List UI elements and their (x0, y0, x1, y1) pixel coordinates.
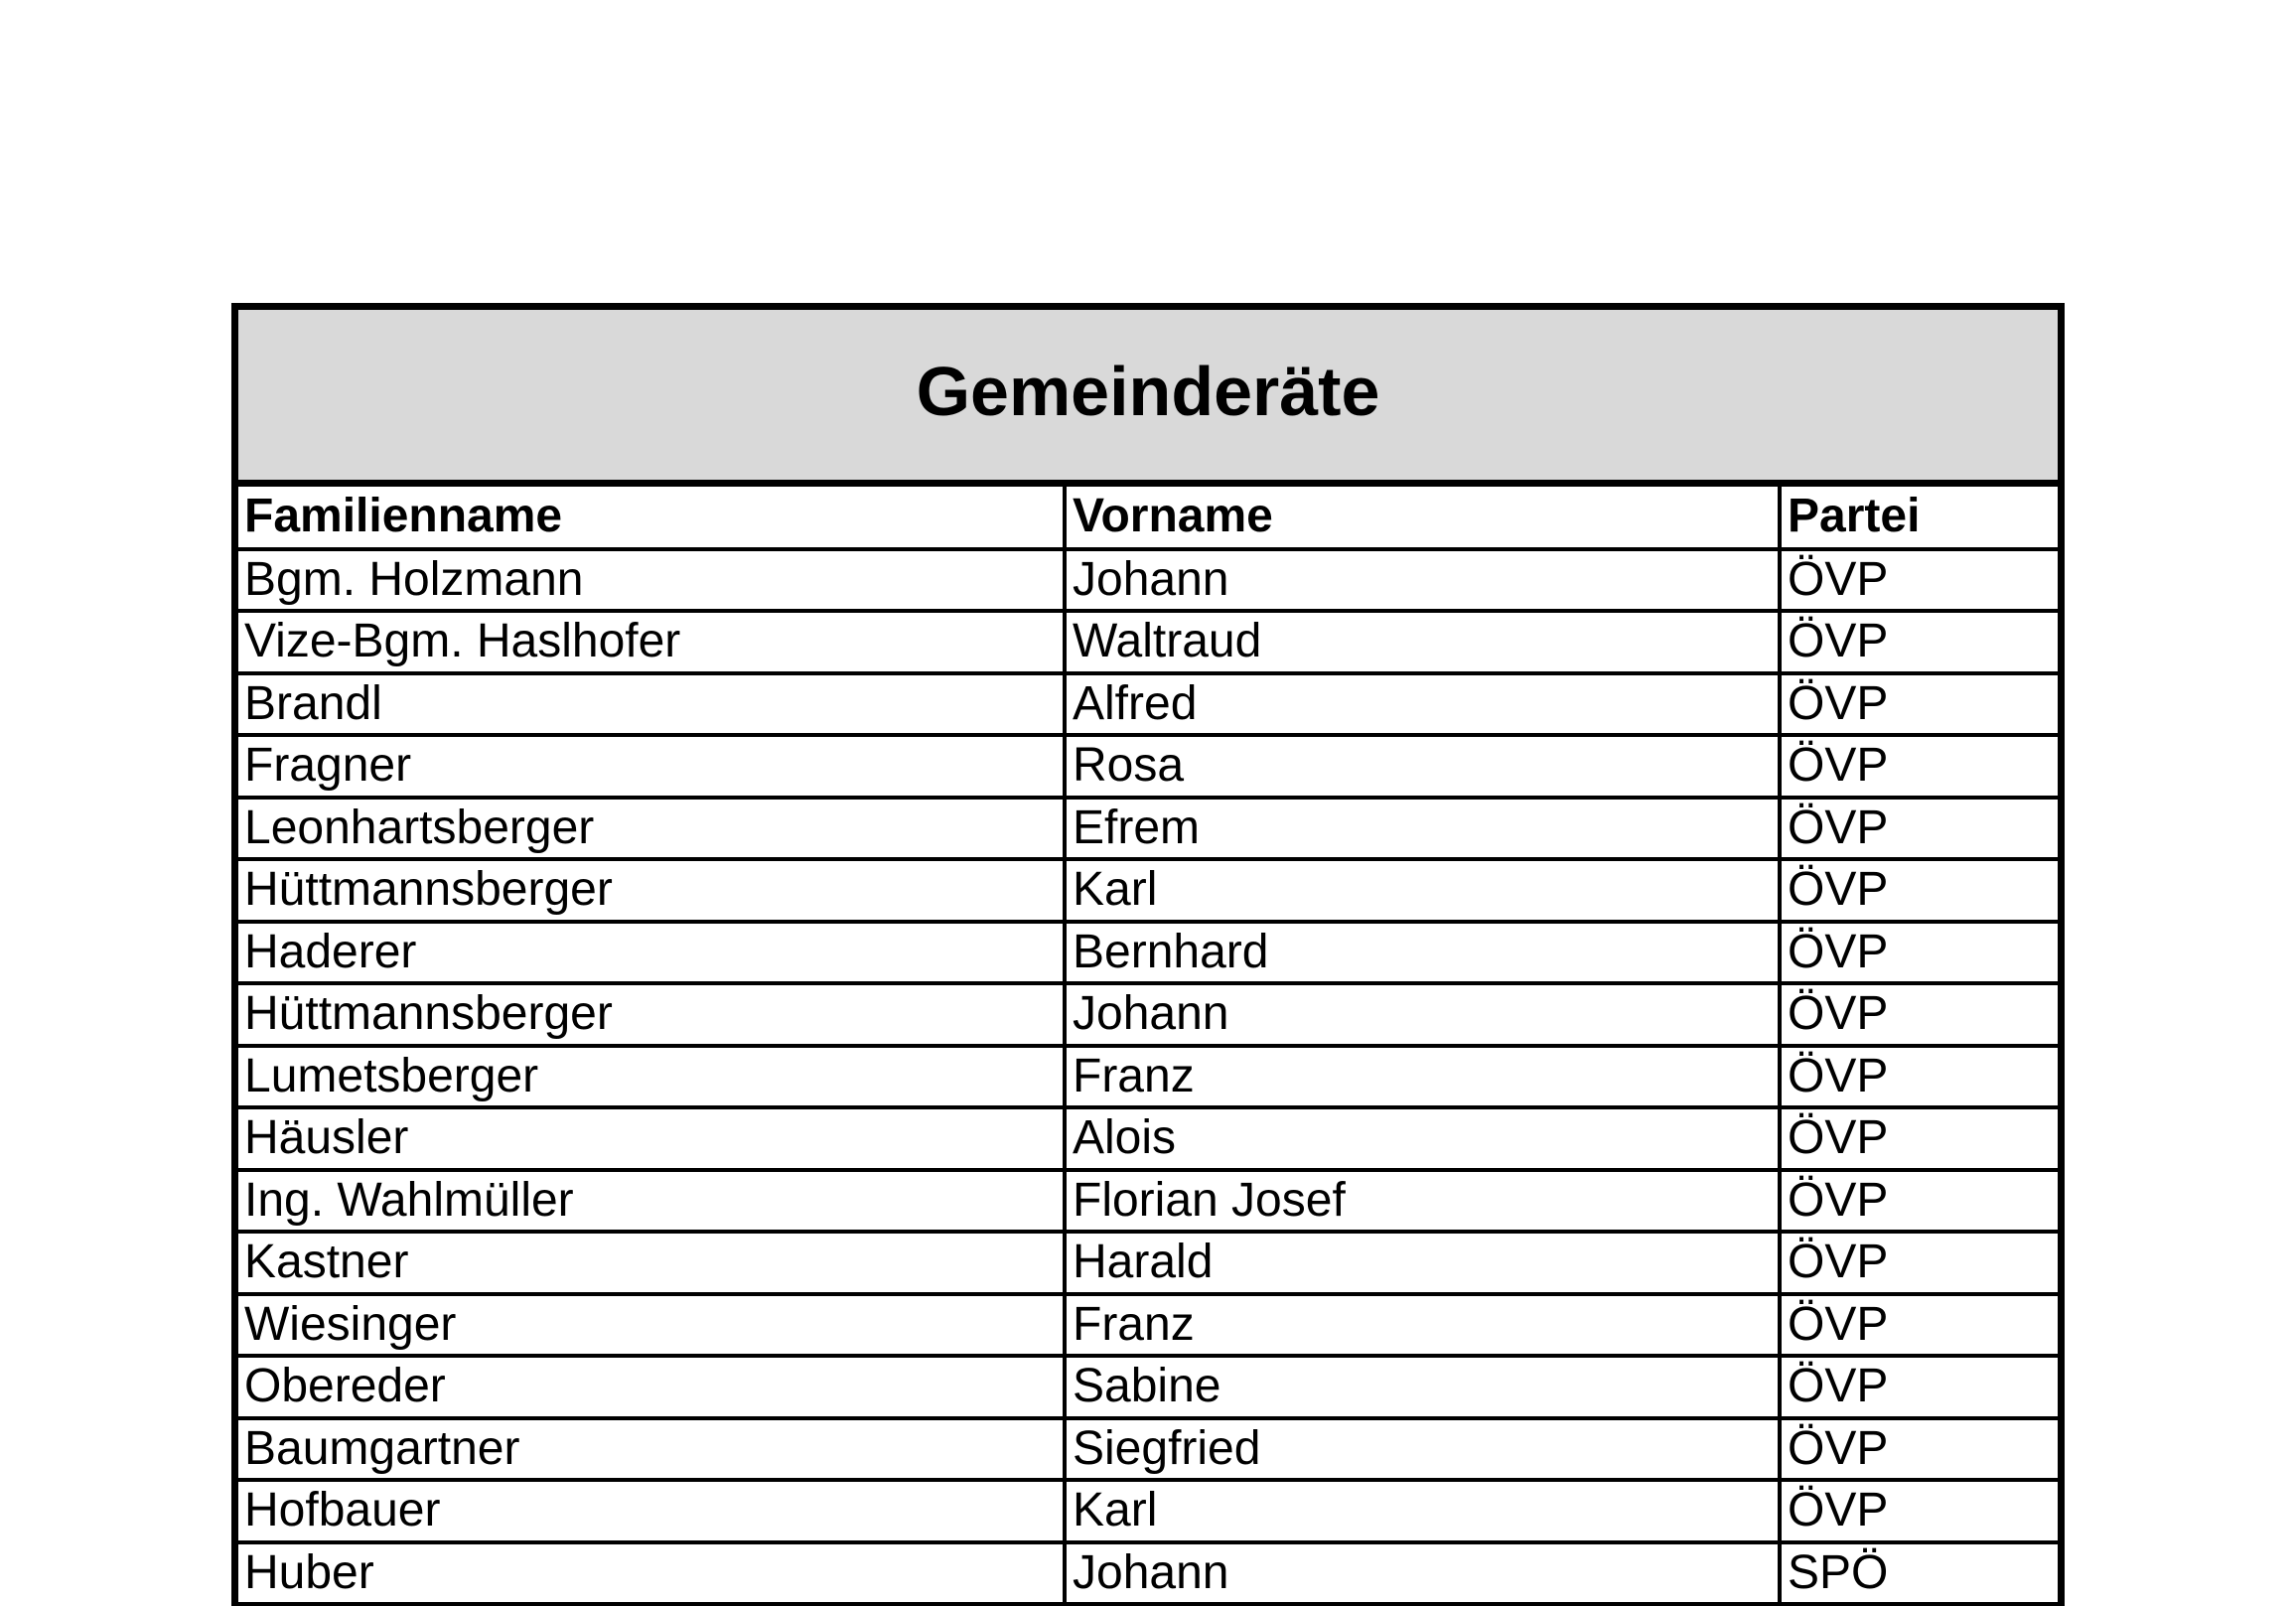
cell-first-name: Bernhard (1065, 922, 1780, 984)
cell-party: ÖVP (1780, 1356, 2058, 1418)
table-row (238, 1480, 2058, 1542)
cell-first-name: Franz (1065, 1294, 1780, 1357)
cell-first-name: Efrem (1065, 798, 1780, 860)
cell-family-name: Ing. Wahlmüller (238, 1170, 1065, 1233)
column-header-family-name: Familienname (238, 487, 1065, 549)
cell-first-name: Alfred (1065, 673, 1780, 736)
cell-first-name: Karl (1065, 1480, 1780, 1542)
cell-family-name: Huber (238, 1542, 1065, 1605)
cell-party: SPÖ (1780, 1542, 2058, 1605)
table-row (238, 1107, 2058, 1170)
table-row (238, 735, 2058, 798)
council-table-sheet (231, 303, 2065, 1606)
table-row (238, 1232, 2058, 1294)
table-row (238, 1356, 2058, 1418)
table-row (238, 983, 2058, 1046)
cell-family-name: Lumetsberger (238, 1046, 1065, 1108)
cell-family-name: Haderer (238, 922, 1065, 984)
cell-party: ÖVP (1780, 673, 2058, 736)
cell-family-name: Bgm. Holzmann (238, 549, 1065, 612)
cell-party: ÖVP (1780, 1170, 2058, 1233)
cell-first-name: Karl (1065, 859, 1780, 922)
cell-first-name: Johann (1065, 983, 1780, 1046)
cell-party: ÖVP (1780, 983, 2058, 1046)
table-row (238, 922, 2058, 984)
cell-family-name: Kastner (238, 1232, 1065, 1294)
cell-party: ÖVP (1780, 922, 2058, 984)
table-row (238, 1542, 2058, 1605)
cell-first-name: Johann (1065, 1542, 1780, 1605)
cell-family-name: Vize-Bgm. Haslhofer (238, 611, 1065, 673)
council-members-table (238, 487, 2058, 1606)
column-header-first-name: Vorname (1065, 487, 1780, 549)
cell-first-name: Johann (1065, 549, 1780, 612)
column-header-party: Partei (1780, 487, 2058, 549)
cell-family-name: Hofbauer (238, 1480, 1065, 1542)
cell-family-name: Hüttmannsberger (238, 983, 1065, 1046)
cell-party: ÖVP (1780, 1294, 2058, 1357)
cell-party: ÖVP (1780, 1480, 2058, 1542)
cell-party: ÖVP (1780, 1046, 2058, 1108)
table-row (238, 673, 2058, 736)
cell-party: ÖVP (1780, 611, 2058, 673)
cell-first-name: Florian Josef (1065, 1170, 1780, 1233)
cell-first-name: Rosa (1065, 735, 1780, 798)
table-row (238, 1418, 2058, 1481)
cell-family-name: Fragner (238, 735, 1065, 798)
cell-family-name: Leonhartsberger (238, 798, 1065, 860)
table-row (238, 1170, 2058, 1233)
table-row (238, 549, 2058, 612)
cell-first-name: Franz (1065, 1046, 1780, 1108)
cell-party: ÖVP (1780, 549, 2058, 612)
cell-family-name: Häusler (238, 1107, 1065, 1170)
header-row (238, 487, 2058, 549)
cell-party: ÖVP (1780, 798, 2058, 860)
cell-family-name: Brandl (238, 673, 1065, 736)
table-row (238, 859, 2058, 922)
table-body (238, 549, 2058, 1605)
cell-family-name: Obereder (238, 1356, 1065, 1418)
cell-party: ÖVP (1780, 859, 2058, 922)
cell-family-name: Hüttmannsberger (238, 859, 1065, 922)
cell-first-name: Waltraud (1065, 611, 1780, 673)
cell-party: ÖVP (1780, 1107, 2058, 1170)
cell-first-name: Harald (1065, 1232, 1780, 1294)
table-row (238, 611, 2058, 673)
cell-first-name: Siegfried (1065, 1418, 1780, 1481)
cell-party: ÖVP (1780, 1232, 2058, 1294)
table-title: Gemeinderäte (238, 310, 2058, 487)
cell-first-name: Alois (1065, 1107, 1780, 1170)
cell-party: ÖVP (1780, 735, 2058, 798)
table-row (238, 1046, 2058, 1108)
cell-party: ÖVP (1780, 1418, 2058, 1481)
cell-family-name: Baumgartner (238, 1418, 1065, 1481)
cell-family-name: Wiesinger (238, 1294, 1065, 1357)
table-row (238, 798, 2058, 860)
table-row (238, 1294, 2058, 1357)
cell-first-name: Sabine (1065, 1356, 1780, 1418)
